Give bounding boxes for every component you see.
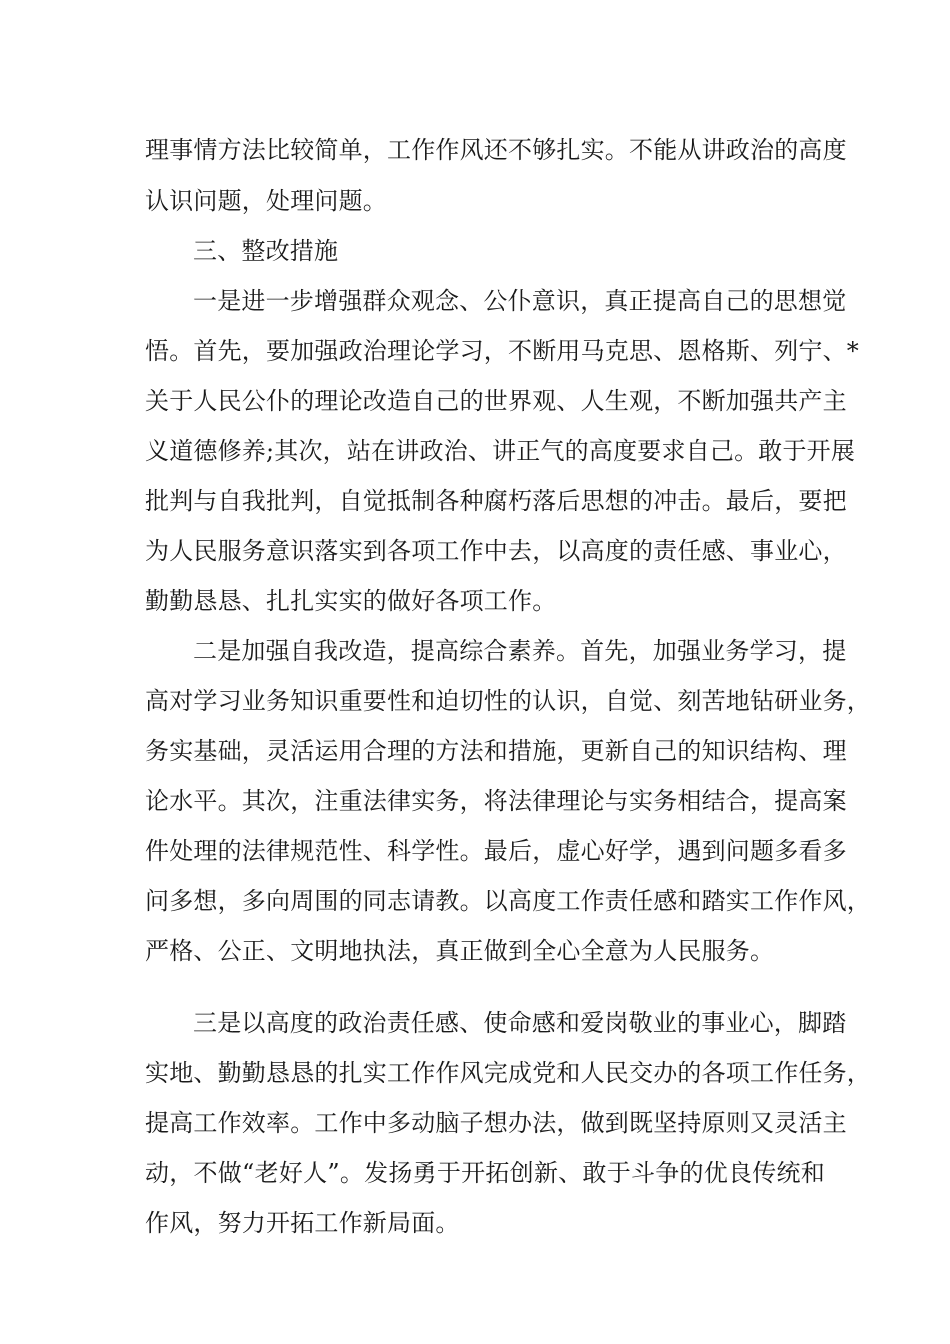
text-line: 提高工作效率。工作中多动脑子想办法，做到既坚持原则又灵活主 <box>145 1109 847 1137</box>
text-line: 作风，努力开拓工作新局面。 <box>145 1209 460 1237</box>
text-line: 二是加强自我改造，提高综合素养。首先，加强业务学习，提 <box>193 637 847 665</box>
text-line: 勤勤恳恳、扎扎实实的做好各项工作。 <box>145 587 557 615</box>
text-line: 问多想，多向周围的同志请教。以高度工作责任感和踏实工作作风， <box>145 887 871 915</box>
text-line: 悟。首先，要加强政治理论学习，不断用马克思、恩格斯、列宁、* <box>145 337 859 365</box>
text-line: 为人民服务意识落实到各项工作中去，以高度的责任感、事业心， <box>145 537 847 565</box>
text-line: 件处理的法律规范性、科学性。最后，虚心好学，遇到问题多看多 <box>145 837 847 865</box>
text-line: 义道德修养;其次，站在讲政治、讲正气的高度要求自己。敢于开展 <box>145 437 856 465</box>
text-line: 三是以高度的政治责任感、使命感和爱岗敬业的事业心，脚踏 <box>193 1009 847 1037</box>
text-line: 严格、公正、文明地执法，真正做到全心全意为人民服务。 <box>145 937 775 965</box>
text-line: 论水平。其次，注重法律实务，将法律理论与实务相结合，提高案 <box>145 787 847 815</box>
text-line: 一是进一步增强群众观念、公仆意识，真正提高自己的思想觉 <box>193 287 847 315</box>
text-line: 理事情方法比较简单，工作作风还不够扎实。不能从讲政治的高度 <box>145 136 847 164</box>
text-line: 动，不做“老好人”。发扬勇于开拓创新、敢于斗争的优良传统和 <box>145 1159 825 1187</box>
text-line: 批判与自我批判，自觉抵制各种腐朽落后思想的冲击。最后，要把 <box>145 487 847 515</box>
text-line: 认识问题，处理问题。 <box>145 187 387 215</box>
section-heading: 三、整改措施 <box>193 237 339 265</box>
text-line: 务实基础，灵活运用合理的方法和措施，更新自己的知识结构、理 <box>145 737 847 765</box>
text-line: 实地、勤勤恳恳的扎实工作作风完成党和人民交办的各项工作任务， <box>145 1059 871 1087</box>
text-line: 高对学习业务知识重要性和迫切性的认识，自觉、刻苦地钻研业务， <box>145 687 871 715</box>
text-line: 关于人民公仆的理论改造自己的世界观、人生观，不断加强共产主 <box>145 387 847 415</box>
